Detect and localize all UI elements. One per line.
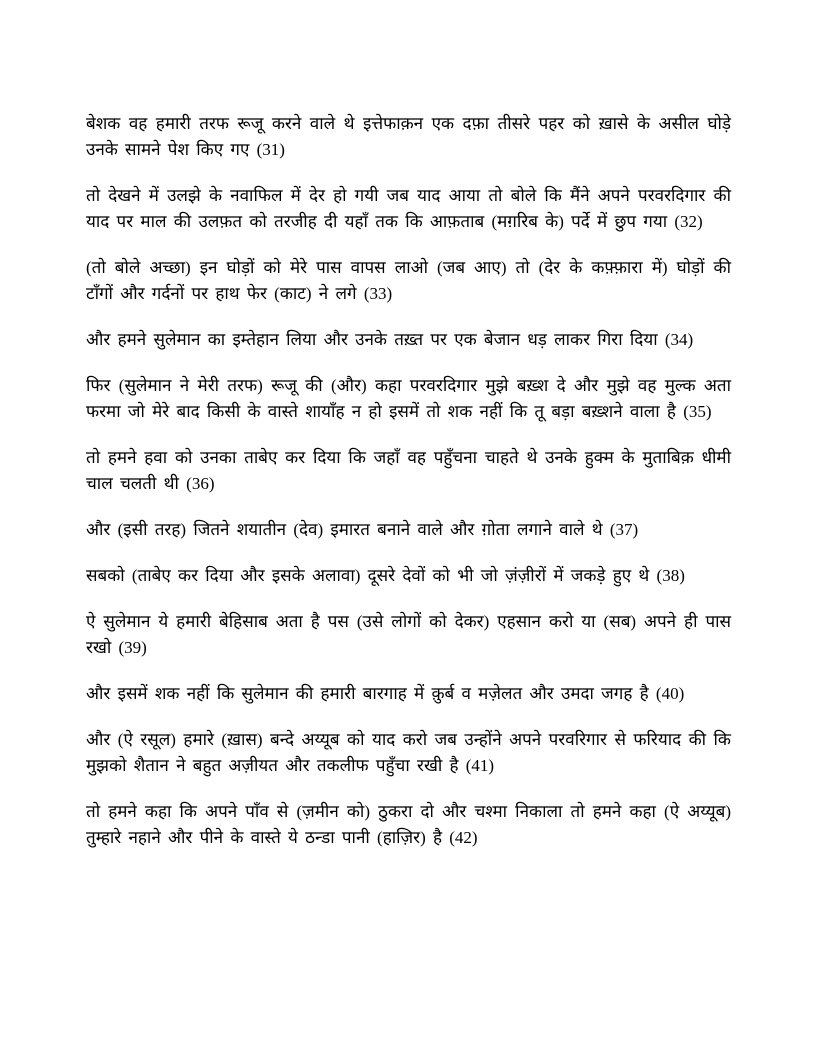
verse-paragraph-38: सबको (ताबेए कर दिया और इसके अलावा) दूसरे देवों को भी जो ज़ंज़ीरों में जकड़े हुए थे (38) <box>86 566 685 585</box>
verse-paragraph-31: बेशक वह हमारी तरफ रूजू करने वाले थे इत्तेफाक़न एक दफ़ा तीसरे पहर को ख़ासे के असील घोड़े उनके सामने पेश किए गए (31) <box>86 114 731 159</box>
verse-paragraph-42: तो हमने कहा कि अपने पाँव से (ज़मीन को) ठुकरा दो और चश्मा निकाला तो हमने कहा (ऐ अय्यूब) तुम्हारे नहाने और पीने के वास्ते ये ठन्डा पानी (हाज़िर) है (42) <box>86 802 731 847</box>
verse-paragraph-39: ऐ सुलेमान ये हमारी बेहिसाब अता है पस (उसे लोगों को देकर) एहसान करो या (सब) अपने ही पास रखो (39) <box>86 612 731 657</box>
verse-paragraph-41: और (ऐ रसूल) हमारे (ख़ास) बन्दे अय्यूब को याद करो जब उन्होंने अपने परवरिगार से फरियाद की कि मुझको शैतान ने बहुत अज़ीयत और तकलीफ पहुँचा रखी है (41) <box>86 730 731 775</box>
verse-paragraph-34: और हमने सुलेमान का इम्तेहान लिया और उनके तख़्त पर एक बेजान धड़ लाकर गिरा दिया (34) <box>86 330 694 349</box>
verse-paragraph-33: (तो बोले अच्छा) इन घोड़ों को मेरे पास वापस लाओ (जब आए) तो (देर के कफ़्फ़ारा में) घोड़ों की टाँगों और गर्दनों पर हाथ फेर (काट) ने लगे (33) <box>86 258 731 303</box>
verse-paragraph-40: और इसमें शक नहीं कि सुलेमान की हमारी बारगाह में क़ुर्ब व मज़ेलत और उमदा जगह है (40) <box>86 684 685 703</box>
verse-paragraph-36: तो हमने हवा को उनका ताबेए कर दिया कि जहाँ वह पहुँचना चाहते थे उनके हुक्म के मुताबिक़ धीमी चाल चलती थी (36) <box>86 448 731 493</box>
verse-paragraph-37: और (इसी तरह) जितने शयातीन (देव) इमारत बनाने वाले और ग़ोता लगाने वाले थे (37) <box>86 520 639 539</box>
verse-paragraph-35: फिर (सुलेमान ने मेरी तरफ) रूजू की (और) कहा परवरदिगार मुझे बख़्श दे और मुझे वह मुल्क अता फरमा जो मेरे बाद किसी के वास्ते शायाँह न हो इसमें तो शक नहीं कि तू बड़ा बख़्शने वाला है (35) <box>86 376 731 421</box>
verse-paragraph-32: तो देखने में उलझे के नवाफिल में देर हो गयी जब याद आया तो बोले कि मैंने अपने परवरदिगार की याद पर माल की उलफ़त को तरजीह दी यहाँ तक कि आफ़ताब (मग़रिब के) पर्दे में छुप गया (32) <box>86 186 731 231</box>
